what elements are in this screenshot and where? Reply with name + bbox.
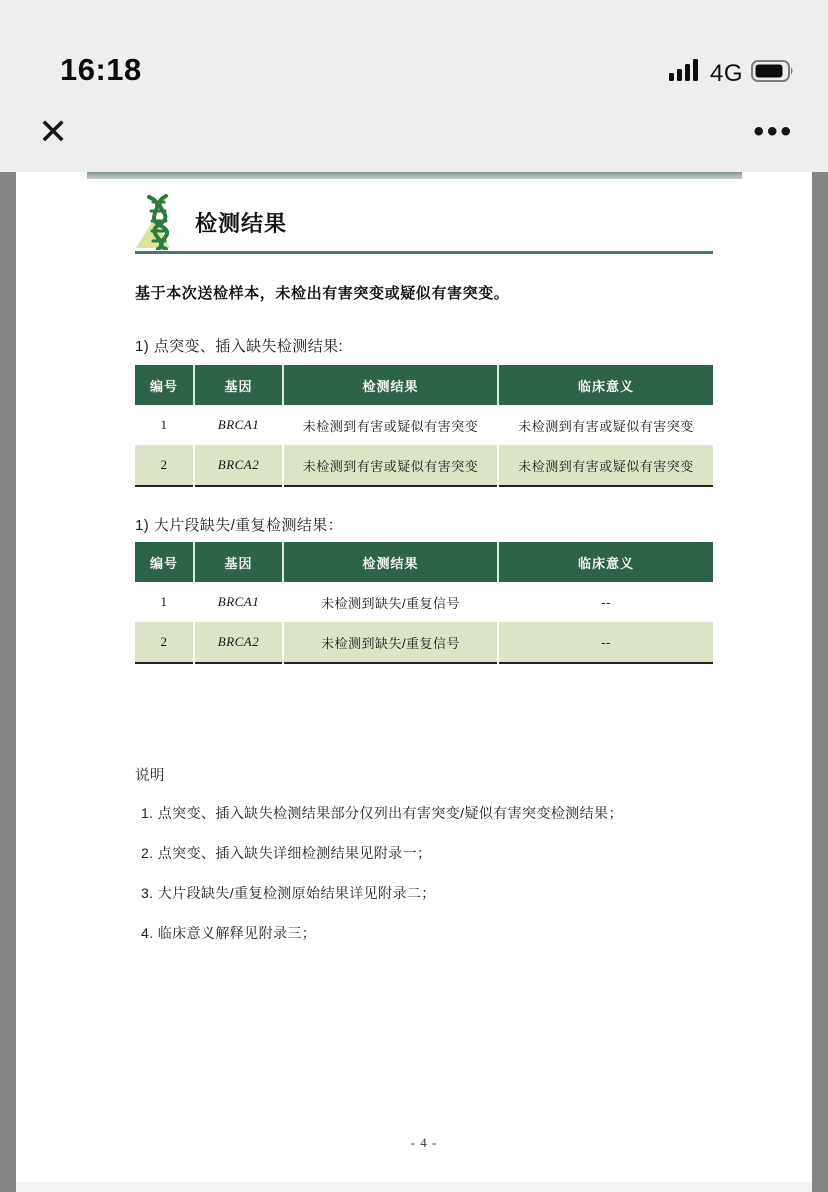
top-bar	[0, 0, 828, 172]
point-mutation-table	[135, 365, 713, 487]
dna-icon	[135, 194, 183, 250]
column-header: 临床意义	[498, 365, 713, 405]
column-header: 临床意义	[498, 542, 713, 582]
table-cell: --	[498, 582, 713, 622]
note-item: 2. 点突变、插入缺失详细检测结果见附录一；	[141, 845, 432, 861]
point-mutation-table-caption: 1) 点突变、插入缺失检测结果:	[135, 338, 344, 355]
table-cell: BRCA1	[194, 405, 283, 445]
close-icon[interactable]: ✕	[38, 111, 69, 152]
table-header-row	[135, 365, 713, 405]
column-header: 编号	[135, 365, 194, 405]
report-content	[135, 172, 713, 1151]
table-cell: 未检测到有害或疑似有害突变	[498, 405, 713, 445]
table-cell: 2	[160, 457, 168, 472]
more-icon[interactable]: •••	[753, 115, 794, 148]
column-header: 基因	[194, 365, 283, 405]
table-cell: 1	[160, 594, 168, 609]
signal-icon	[669, 59, 702, 88]
notes-list	[135, 803, 713, 943]
table-cell: 未检测到缺失/重复信号	[283, 582, 498, 622]
table-header-row	[135, 542, 713, 582]
column-header: 编号	[135, 542, 194, 582]
network-label: 4G	[709, 59, 743, 87]
table-cell: BRCA2	[194, 622, 283, 663]
table-cell: 未检测到有害或疑似有害突变	[283, 405, 498, 445]
table-cell: 未检测到有害或疑似有害突变	[283, 445, 498, 486]
table-cell: --	[498, 622, 713, 663]
section-title: 检测结果	[195, 210, 288, 236]
report-page	[16, 172, 812, 1182]
table-cell: 2	[160, 634, 168, 649]
section-header	[135, 194, 713, 250]
column-header: 检测结果	[283, 542, 498, 582]
status-indicators	[669, 59, 795, 88]
section-divider	[135, 251, 713, 254]
table-row	[135, 405, 713, 445]
page-number: - 4 -	[410, 1135, 438, 1150]
table-row	[135, 582, 713, 622]
table-row	[135, 622, 713, 663]
note-item: 3. 大片段缺失/重复检测原始结果详见附录二；	[141, 885, 436, 901]
table-row	[135, 445, 713, 486]
table-cell: BRCA2	[194, 445, 283, 486]
page-bottom-gap	[16, 1182, 812, 1192]
table-cell: 未检测到有害或疑似有害突变	[498, 445, 713, 486]
nav-bar	[0, 92, 828, 172]
large-fragment-table-caption: 1) 大片段缺失/重复检测结果：	[135, 517, 344, 534]
status-bar	[0, 0, 828, 92]
notes-title: 说明	[135, 768, 165, 784]
battery-icon	[751, 60, 795, 87]
column-header: 检测结果	[283, 365, 498, 405]
document-viewer[interactable]	[0, 172, 828, 1192]
column-header: 基因	[194, 542, 283, 582]
note-item: 4. 临床意义解释见附录三；	[141, 925, 317, 941]
note-item: 1. 点突变、插入缺失检测结果部分仅列出有害突变/疑似有害突变检测结果；	[141, 805, 623, 821]
table-cell: 未检测到缺失/重复信号	[283, 622, 498, 663]
status-time: 16:18	[60, 52, 142, 87]
table-cell: BRCA1	[194, 582, 283, 622]
table-cell: 1	[160, 417, 168, 432]
large-fragment-table	[135, 542, 713, 664]
summary-statement: 基于本次送检样本，未检出有害突变或疑似有害突变。	[135, 285, 510, 302]
